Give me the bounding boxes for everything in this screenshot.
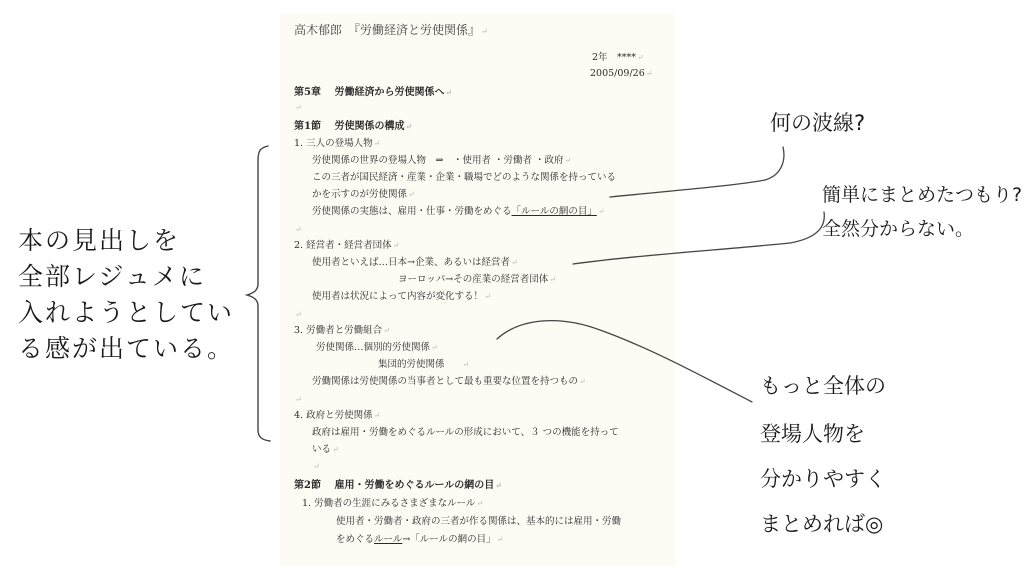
item3-heading: 3. 労働者と労働組合↵ bbox=[294, 325, 390, 336]
grade-label: 2年 ****↵ bbox=[592, 52, 644, 63]
item3-line3: 労働関係は労使関係の当事者として最も重要な位置を持つもの↵ bbox=[312, 376, 586, 387]
blank-line: ↵ bbox=[313, 462, 320, 471]
item3-line2: 集団的労使関係 ↵ bbox=[378, 359, 470, 370]
item1-line2: この三者が国民経済・産業・企業・職場でどのような関係を持っている bbox=[312, 172, 617, 183]
item4-heading: 4. 政府と労使関係↵ bbox=[294, 410, 381, 421]
document-title: 高木郁郎 『労働経済と労使関係』↵ bbox=[294, 23, 488, 37]
item4-line1: 政府は雇用・労働をめぐるルールの形成において、３ つの機能を持って bbox=[312, 427, 619, 438]
advice-note-line4: まとめれば◎ bbox=[760, 512, 884, 536]
left-note-line3: 入れようとしてい bbox=[18, 298, 235, 327]
section1-heading: 第1節 労使関係の構成↵ bbox=[294, 121, 413, 132]
blank-line: ↵ bbox=[295, 395, 302, 404]
advice-note-line3: 分かりやすく bbox=[760, 467, 886, 491]
section2-item1-heading: 1. 労働者の生涯にみるさまざまなルール↵ bbox=[302, 498, 484, 509]
section2-item1-line2: をめぐるルール→「ルールの網の目」↵ bbox=[336, 534, 504, 545]
item3-line1: 労使関係…個別的労使関係↵ bbox=[316, 342, 438, 353]
item1-line1: 労使関係の世界の登場人物 ⇒ ・使用者 ・労働者 ・政府↵ bbox=[312, 155, 572, 166]
left-note-line2: 全部レジュメに bbox=[18, 262, 206, 291]
item1-heading: 1. 三人の登場人物↵ bbox=[294, 138, 381, 149]
blank-line: ↵ bbox=[295, 310, 302, 319]
summary-question-note-line1: 簡単にまとめたつもり? bbox=[822, 184, 1023, 206]
date-label: 2005/09/26↵ bbox=[590, 68, 653, 79]
item2-heading: 2. 経営者・経営者団体↵ bbox=[294, 240, 400, 251]
blank-line: ↵ bbox=[295, 103, 302, 112]
item2-line2: ヨーロッパ→その産業の経営者団体↵ bbox=[398, 274, 556, 285]
item2-line3: 使用者は状況によって内容が変化する！↵ bbox=[312, 291, 491, 302]
item2-line1: 使用者といえば…日本→企業、あるいは経営者↵ bbox=[312, 257, 518, 268]
item1-line4: 労使関係の実態は、雇用・仕事・労働をめぐる「ルールの網の目」↵ bbox=[312, 206, 605, 217]
advice-note-line2: 登場人物を bbox=[760, 422, 865, 446]
wavy-question-pointer bbox=[610, 147, 784, 197]
summary-question-note-line2: 全然分からない。 bbox=[822, 218, 975, 240]
item1-line3: かを示すのが労使関係↵ bbox=[312, 189, 415, 200]
blank-line: ↵ bbox=[295, 225, 302, 234]
chapter-heading: 第5章 労働経済から労使関係へ↵ bbox=[294, 87, 453, 98]
advice-note-line1: もっと全体の bbox=[760, 374, 886, 398]
left-note-line1: 本の見出しを bbox=[18, 226, 181, 255]
left-bracket bbox=[247, 146, 270, 441]
wavy-question-note: 何の波線? bbox=[770, 111, 866, 135]
section2-heading: 第2節 雇用・労働をめぐるルールの網の目↵ bbox=[294, 480, 502, 491]
item4-line2: いる↵ bbox=[312, 444, 339, 455]
left-note-line4: る感が出ている。 bbox=[18, 334, 235, 363]
summary-question-pointer bbox=[573, 212, 824, 264]
section2-item1-line1: 使用者・労働者・政府の三者が作る関係は、基本的には雇用・労働 bbox=[336, 516, 622, 527]
advice-pointer bbox=[497, 321, 752, 402]
